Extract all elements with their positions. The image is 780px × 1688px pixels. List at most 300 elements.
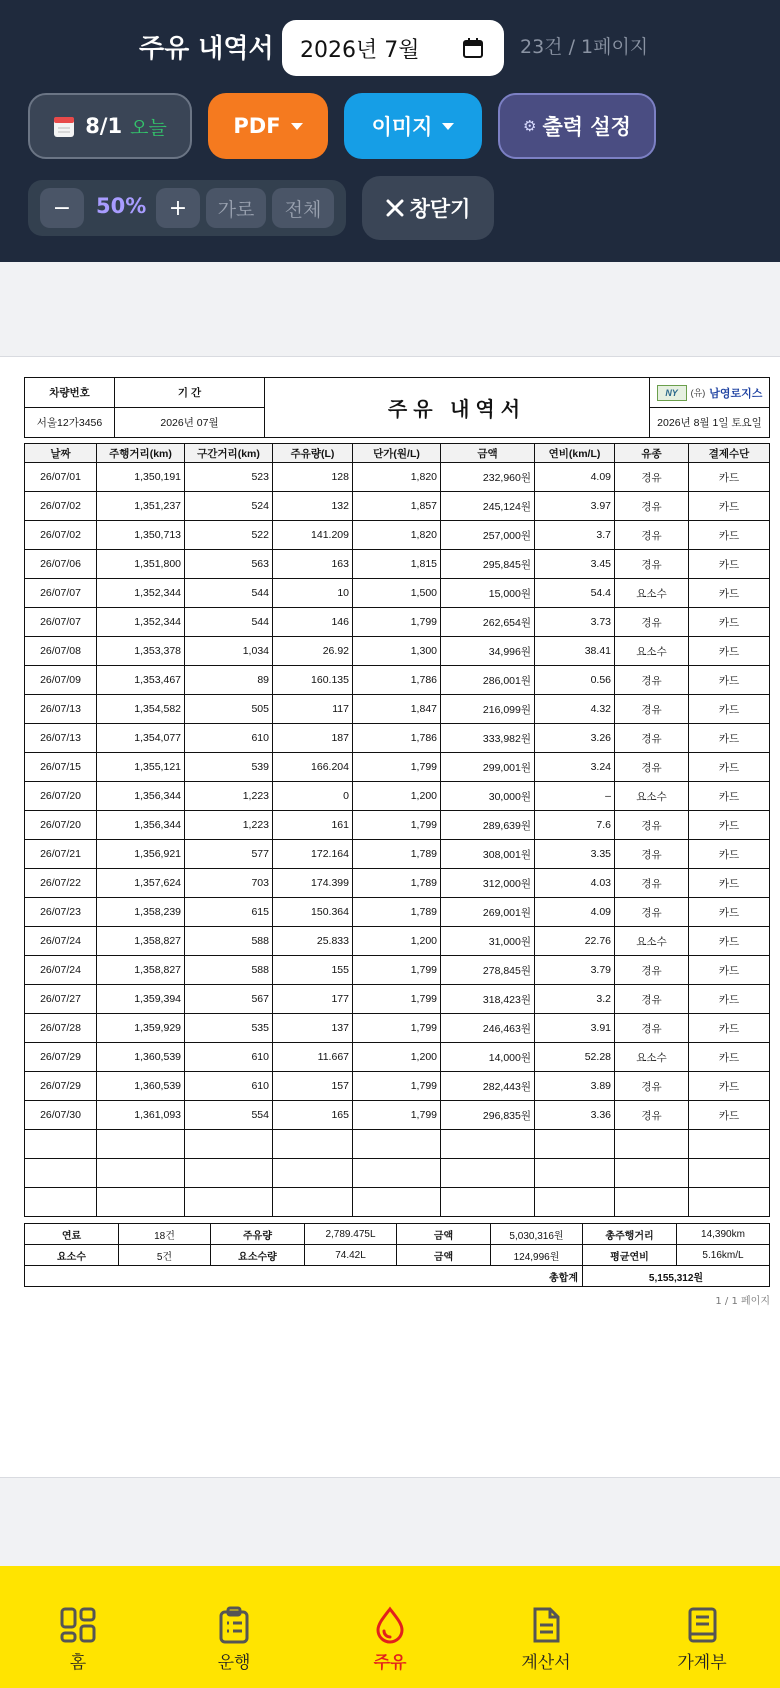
table-cell: 경유	[615, 608, 689, 637]
nav-label-ledger: 가계부	[677, 1653, 727, 1673]
table-row	[25, 666, 770, 695]
table-row	[25, 927, 770, 956]
table-cell: 3.35	[535, 840, 615, 869]
table-cell	[353, 1130, 441, 1159]
table-cell: 26/07/02	[25, 521, 97, 550]
table-cell: 1,034	[185, 637, 273, 666]
table-cell: 카드	[689, 608, 770, 637]
table-cell: 295,845원	[441, 550, 535, 579]
table-cell: 카드	[689, 869, 770, 898]
table-cell: 1,200	[353, 782, 441, 811]
zoom-controls	[28, 180, 346, 236]
document-preview[interactable]	[0, 356, 780, 1478]
nav-item-home[interactable]	[0, 1566, 156, 1688]
nav-label-invoice: 계산서	[521, 1653, 571, 1673]
period-value: 2026년 07월	[115, 408, 265, 438]
table-cell: 155	[273, 956, 353, 985]
table-cell: 1,789	[353, 869, 441, 898]
table-cell: 경유	[615, 666, 689, 695]
table-cell: 38.41	[535, 637, 615, 666]
table-cell: 26/07/22	[25, 869, 97, 898]
table-cell	[535, 1130, 615, 1159]
column-header: 주유량(L)	[273, 444, 353, 463]
blank-row	[25, 1159, 770, 1188]
table-cell: 경유	[615, 521, 689, 550]
table-cell: 163	[273, 550, 353, 579]
table-cell: 경유	[615, 1014, 689, 1043]
table-cell: 257,000원	[441, 521, 535, 550]
table-row	[25, 753, 770, 782]
summary-urea-amount-label: 금액	[397, 1245, 491, 1266]
table-cell: 카드	[689, 463, 770, 492]
nav-label-home: 홈	[69, 1653, 87, 1673]
nav-item-invoice[interactable]	[468, 1566, 624, 1688]
table-cell: 1,799	[353, 608, 441, 637]
table-cell: 1,820	[353, 463, 441, 492]
table-cell: 카드	[689, 695, 770, 724]
table-cell	[689, 1188, 770, 1217]
period-label: 기 간	[115, 378, 265, 408]
table-cell: 3.24	[535, 753, 615, 782]
table-cell: 3.89	[535, 1072, 615, 1101]
table-cell: 610	[185, 724, 273, 753]
company-prefix: (유)	[690, 388, 706, 398]
table-row	[25, 695, 770, 724]
grand-total: 5,155,312원	[583, 1266, 770, 1287]
table-row	[25, 1101, 770, 1130]
table-cell: 카드	[689, 811, 770, 840]
table-cell: 요소수	[615, 579, 689, 608]
table-cell: 26/07/29	[25, 1043, 97, 1072]
summary-fuel-amount-label: 금액	[397, 1224, 491, 1245]
nav-label-drive: 운행	[217, 1653, 251, 1673]
table-cell: 610	[185, 1043, 273, 1072]
table-cell: 26/07/28	[25, 1014, 97, 1043]
grid-icon	[59, 1606, 97, 1644]
summary-fuel-label: 연료	[25, 1224, 119, 1245]
table-cell: 경유	[615, 985, 689, 1014]
table-cell: 1,361,093	[97, 1101, 185, 1130]
table-cell: 25.833	[273, 927, 353, 956]
summary-fuel-amount: 5,030,316원	[491, 1224, 583, 1245]
table-cell: 1,786	[353, 666, 441, 695]
table-cell: –	[535, 782, 615, 811]
table-cell: 54.4	[535, 579, 615, 608]
table-cell	[535, 1159, 615, 1188]
today-date: 8/1	[85, 114, 123, 138]
blank-row	[25, 1130, 770, 1159]
table-cell: 26/07/07	[25, 608, 97, 637]
table-cell: 카드	[689, 1043, 770, 1072]
table-cell: 26/07/15	[25, 753, 97, 782]
table-cell: 카드	[689, 637, 770, 666]
table-row	[25, 956, 770, 985]
table-cell: 296,835원	[441, 1101, 535, 1130]
close-icon	[386, 199, 404, 217]
table-cell: 1,354,077	[97, 724, 185, 753]
table-row	[25, 1043, 770, 1072]
summary-avg-eff: 5.16km/L	[677, 1245, 770, 1266]
column-header: 날짜	[25, 444, 97, 463]
table-cell: 26/07/06	[25, 550, 97, 579]
table-cell: 137	[273, 1014, 353, 1043]
table-cell: 경유	[615, 550, 689, 579]
table-cell: 278,845원	[441, 956, 535, 985]
vehicle-value: 서울12가3456	[25, 408, 115, 438]
table-cell: 132	[273, 492, 353, 521]
table-cell: 카드	[689, 492, 770, 521]
table-cell: 1,358,827	[97, 927, 185, 956]
table-cell: 308,001원	[441, 840, 535, 869]
table-cell	[185, 1130, 273, 1159]
table-cell: 7.6	[535, 811, 615, 840]
zoom-in-button[interactable]: +	[156, 188, 200, 228]
table-cell: 187	[273, 724, 353, 753]
table-cell: 3.36	[535, 1101, 615, 1130]
table-cell: 1,356,344	[97, 782, 185, 811]
pdf-label: PDF	[233, 114, 281, 138]
zoom-level: 50%	[96, 194, 147, 218]
table-cell: 26/07/20	[25, 782, 97, 811]
blank-row	[25, 1188, 770, 1217]
table-cell: 615	[185, 898, 273, 927]
table-cell: 카드	[689, 666, 770, 695]
table-cell: 1,799	[353, 1014, 441, 1043]
table-row	[25, 782, 770, 811]
table-cell: 3.97	[535, 492, 615, 521]
table-cell: 1,200	[353, 927, 441, 956]
vehicle-label: 차량번호	[25, 378, 115, 408]
table-cell: 1,360,539	[97, 1072, 185, 1101]
table-row	[25, 985, 770, 1014]
table-cell: 1,799	[353, 811, 441, 840]
page-indicator: 1 / 1 페이지	[715, 1296, 770, 1307]
table-cell: 1,353,378	[97, 637, 185, 666]
table-cell: 1,847	[353, 695, 441, 724]
table-cell: 563	[185, 550, 273, 579]
table-cell: 경유	[615, 1072, 689, 1101]
fuel-report	[24, 377, 770, 1287]
table-cell: 경유	[615, 463, 689, 492]
table-cell: 26/07/08	[25, 637, 97, 666]
table-cell: 요소수	[615, 782, 689, 811]
table-cell: 26/07/20	[25, 811, 97, 840]
table-cell: 1,357,624	[97, 869, 185, 898]
table-cell: 3.2	[535, 985, 615, 1014]
table-cell: 312,000원	[441, 869, 535, 898]
table-cell: 282,443원	[441, 1072, 535, 1101]
table-cell: 567	[185, 985, 273, 1014]
table-cell: 경유	[615, 811, 689, 840]
table-cell	[441, 1159, 535, 1188]
table-cell: 경유	[615, 869, 689, 898]
table-cell: 286,001원	[441, 666, 535, 695]
table-cell: 카드	[689, 1101, 770, 1130]
table-cell: 174.399	[273, 869, 353, 898]
table-cell: 160.135	[273, 666, 353, 695]
table-cell: 524	[185, 492, 273, 521]
table-cell: 1,815	[353, 550, 441, 579]
table-cell: 34,996원	[441, 637, 535, 666]
table-cell: 1,358,239	[97, 898, 185, 927]
table-cell: 505	[185, 695, 273, 724]
table-cell: 요소수	[615, 927, 689, 956]
image-label: 이미지	[371, 115, 433, 139]
table-cell: 1,354,582	[97, 695, 185, 724]
summary-urea-qty: 74.42L	[305, 1245, 397, 1266]
table-cell: 269,001원	[441, 898, 535, 927]
zoom-out-button[interactable]: −	[40, 188, 84, 228]
summary-fuel-count: 18건	[119, 1224, 211, 1245]
record-count: 23건 / 1페이지	[520, 36, 649, 58]
table-cell: 172.164	[273, 840, 353, 869]
table-cell: 1,350,191	[97, 463, 185, 492]
table-cell: 333,982원	[441, 724, 535, 753]
issue-date: 2026년 8월 1일 토요일	[650, 408, 770, 438]
table-cell: 610	[185, 1072, 273, 1101]
table-cell: 0.56	[535, 666, 615, 695]
table-row	[25, 492, 770, 521]
table-cell: 1,359,929	[97, 1014, 185, 1043]
table-cell: 11.667	[273, 1043, 353, 1072]
company-name: 남영로지스	[709, 387, 763, 400]
table-cell: 3.7	[535, 521, 615, 550]
table-cell: 카드	[689, 898, 770, 927]
table-row	[25, 1014, 770, 1043]
close-window-button[interactable]	[362, 176, 494, 240]
table-cell: 150.364	[273, 898, 353, 927]
table-row	[25, 1072, 770, 1101]
table-row	[25, 724, 770, 753]
table-cell: 카드	[689, 782, 770, 811]
table-cell: 544	[185, 608, 273, 637]
table-cell: 177	[273, 985, 353, 1014]
table-cell: 카드	[689, 753, 770, 782]
column-header: 구간거리(km)	[185, 444, 273, 463]
table-cell: 경유	[615, 956, 689, 985]
table-cell	[353, 1188, 441, 1217]
column-header: 단가(원/L)	[353, 444, 441, 463]
pdf-button[interactable]	[208, 93, 328, 159]
table-cell: 요소수	[615, 1043, 689, 1072]
table-cell: 1,355,121	[97, 753, 185, 782]
table-cell	[97, 1188, 185, 1217]
table-cell: 1,799	[353, 1072, 441, 1101]
table-row	[25, 840, 770, 869]
top-toolbar	[0, 0, 780, 262]
table-cell: 4.32	[535, 695, 615, 724]
table-cell: 146	[273, 608, 353, 637]
table-cell: 166.204	[273, 753, 353, 782]
summary-urea-qty-label: 요소수량	[211, 1245, 305, 1266]
table-cell: 1,359,394	[97, 985, 185, 1014]
table-cell: 경유	[615, 753, 689, 782]
month-picker[interactable]	[282, 20, 504, 76]
table-cell: 89	[185, 666, 273, 695]
table-cell: 카드	[689, 579, 770, 608]
fit-all-button[interactable]: 전체	[272, 188, 334, 228]
table-cell: 216,099원	[441, 695, 535, 724]
table-cell: 26/07/02	[25, 492, 97, 521]
table-cell: 3.45	[535, 550, 615, 579]
table-cell: 30,000원	[441, 782, 535, 811]
settings-label: 출력 설정	[542, 115, 631, 139]
table-row	[25, 463, 770, 492]
summary-avg-eff-label: 평균연비	[583, 1245, 677, 1266]
table-cell: 1,223	[185, 811, 273, 840]
table-cell: 1,358,827	[97, 956, 185, 985]
table-cell	[441, 1188, 535, 1217]
table-cell: 카드	[689, 724, 770, 753]
table-cell: 289,639원	[441, 811, 535, 840]
nav-item-drive[interactable]	[156, 1566, 312, 1688]
table-cell: 1,360,539	[97, 1043, 185, 1072]
table-cell: 1,223	[185, 782, 273, 811]
print-settings-button[interactable]	[498, 93, 656, 159]
table-cell: 1,789	[353, 840, 441, 869]
table-cell: 카드	[689, 956, 770, 985]
table-row	[25, 869, 770, 898]
table-cell: 1,352,344	[97, 608, 185, 637]
table-cell	[615, 1159, 689, 1188]
clipboard-icon	[215, 1606, 253, 1644]
table-cell	[25, 1188, 97, 1217]
table-cell	[25, 1159, 97, 1188]
table-cell: 경유	[615, 1101, 689, 1130]
ledger-icon	[683, 1606, 721, 1644]
nav-item-fuel[interactable]	[312, 1566, 468, 1688]
table-cell: 26/07/24	[25, 956, 97, 985]
company-logo	[650, 378, 770, 408]
table-cell: 카드	[689, 521, 770, 550]
table-cell: 1,351,237	[97, 492, 185, 521]
table-cell	[615, 1130, 689, 1159]
table-cell: 1,200	[353, 1043, 441, 1072]
today-button[interactable]	[28, 93, 192, 159]
table-cell	[97, 1159, 185, 1188]
table-cell: 1,352,344	[97, 579, 185, 608]
table-cell: 1,799	[353, 1101, 441, 1130]
table-cell: 588	[185, 927, 273, 956]
fuel-table	[24, 443, 770, 1217]
caret-down-icon	[291, 123, 303, 130]
column-header: 연비(km/L)	[535, 444, 615, 463]
table-cell: 26.92	[273, 637, 353, 666]
table-cell: 1,786	[353, 724, 441, 753]
table-cell: 0	[273, 782, 353, 811]
table-cell: 26/07/30	[25, 1101, 97, 1130]
table-cell: 544	[185, 579, 273, 608]
table-cell: 1,820	[353, 521, 441, 550]
table-cell: 577	[185, 840, 273, 869]
document-icon	[527, 1606, 565, 1644]
table-cell	[273, 1159, 353, 1188]
table-row	[25, 898, 770, 927]
table-cell: 1,799	[353, 985, 441, 1014]
summary-distance-label: 총주행거리	[583, 1224, 677, 1245]
table-cell: 1,857	[353, 492, 441, 521]
table-cell: 26/07/23	[25, 898, 97, 927]
page-title: 주유 내역서	[139, 34, 274, 64]
table-cell: 26/07/24	[25, 927, 97, 956]
table-cell	[689, 1130, 770, 1159]
calendar-emoji-icon	[53, 114, 75, 138]
table-cell: 26/07/29	[25, 1072, 97, 1101]
table-cell: 26/07/01	[25, 463, 97, 492]
table-cell: 3.79	[535, 956, 615, 985]
report-title: 주유 내역서	[265, 378, 650, 438]
table-cell: 카드	[689, 1014, 770, 1043]
table-row	[25, 637, 770, 666]
table-cell: 262,654원	[441, 608, 535, 637]
table-cell: 4.09	[535, 898, 615, 927]
table-cell: 128	[273, 463, 353, 492]
table-cell: 26/07/07	[25, 579, 97, 608]
company-logo-mark: NY	[657, 385, 687, 401]
table-cell: 523	[185, 463, 273, 492]
table-cell: 1,353,467	[97, 666, 185, 695]
today-label: 오늘	[130, 116, 167, 139]
fit-width-button[interactable]: 가로	[206, 188, 266, 228]
table-cell	[535, 1188, 615, 1217]
fuel-drop-icon	[371, 1606, 409, 1644]
table-cell: 539	[185, 753, 273, 782]
table-cell: 299,001원	[441, 753, 535, 782]
table-row	[25, 608, 770, 637]
table-cell	[185, 1188, 273, 1217]
table-cell: 10	[273, 579, 353, 608]
table-cell	[273, 1130, 353, 1159]
table-cell: 161	[273, 811, 353, 840]
table-row	[25, 550, 770, 579]
table-cell: 경유	[615, 492, 689, 521]
table-cell: 588	[185, 956, 273, 985]
table-cell	[689, 1159, 770, 1188]
table-cell: 522	[185, 521, 273, 550]
table-cell: 232,960원	[441, 463, 535, 492]
summary-urea-amount: 124,996원	[491, 1245, 583, 1266]
summary-urea-count: 5건	[119, 1245, 211, 1266]
table-cell: 4.09	[535, 463, 615, 492]
table-cell: 26/07/09	[25, 666, 97, 695]
summary-fuel-qty-label: 주유량	[211, 1224, 305, 1245]
table-cell: 26/07/27	[25, 985, 97, 1014]
caret-down-icon	[442, 123, 454, 130]
table-cell	[441, 1130, 535, 1159]
table-cell: 4.03	[535, 869, 615, 898]
table-cell: 31,000원	[441, 927, 535, 956]
table-row	[25, 811, 770, 840]
table-cell: 26/07/13	[25, 695, 97, 724]
table-cell	[273, 1188, 353, 1217]
table-cell: 318,423원	[441, 985, 535, 1014]
table-row	[25, 521, 770, 550]
table-cell: 카드	[689, 550, 770, 579]
table-cell: 경유	[615, 724, 689, 753]
table-cell: 3.91	[535, 1014, 615, 1043]
table-cell: 1,799	[353, 956, 441, 985]
table-cell: 카드	[689, 840, 770, 869]
report-header	[24, 377, 770, 438]
table-cell: 26/07/13	[25, 724, 97, 753]
nav-item-ledger[interactable]	[624, 1566, 780, 1688]
grand-total-label: 총합계	[25, 1266, 583, 1287]
table-cell: 경유	[615, 898, 689, 927]
table-cell: 246,463원	[441, 1014, 535, 1043]
image-button[interactable]	[344, 93, 482, 159]
table-cell: 15,000원	[441, 579, 535, 608]
table-cell: 1,356,921	[97, 840, 185, 869]
